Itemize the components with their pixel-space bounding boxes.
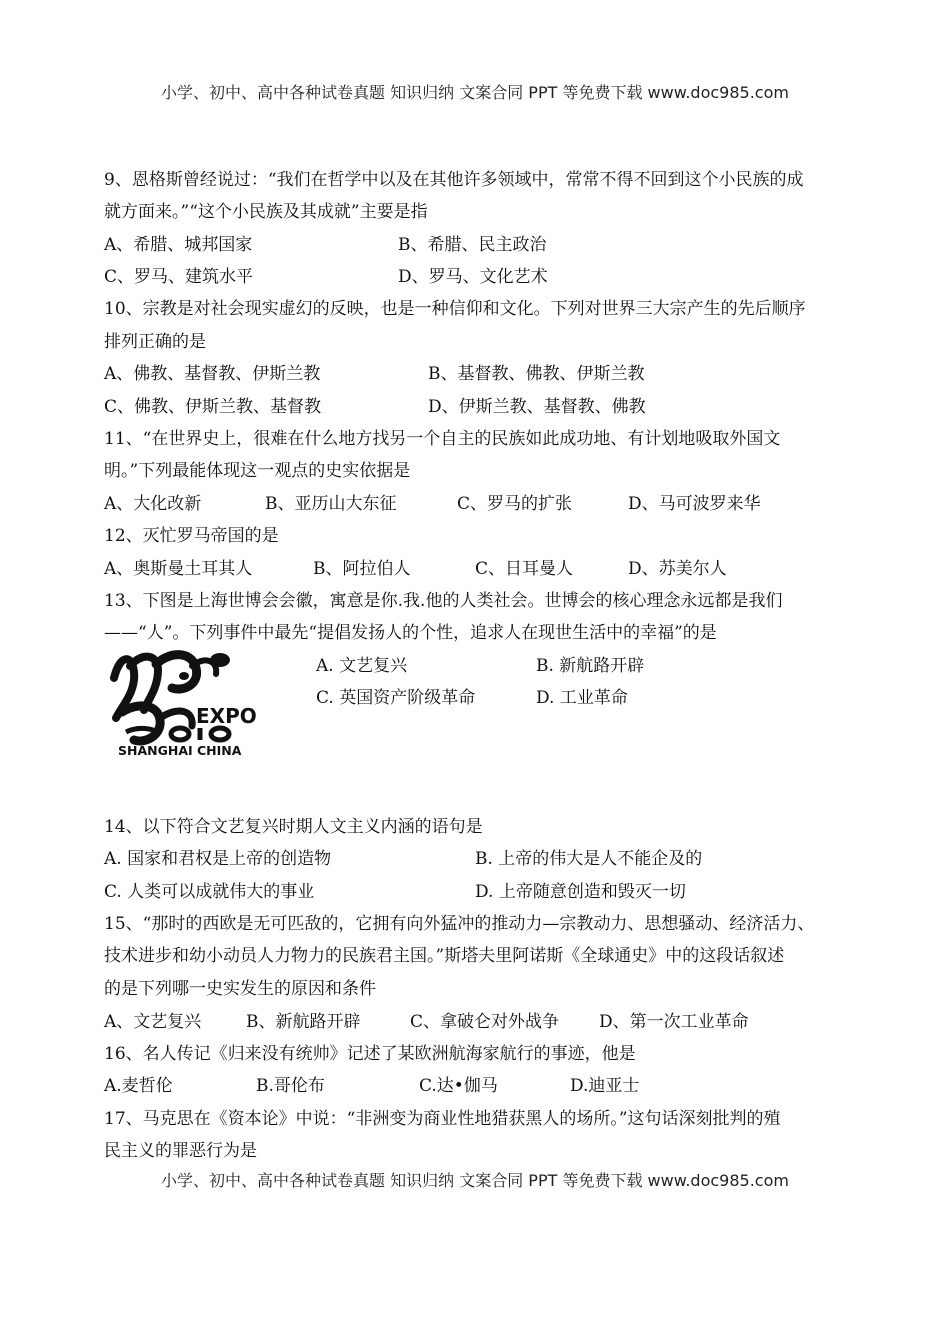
q13-option-b: B. 新航路开辟	[536, 656, 645, 676]
q16-option-a: A.麦哲伦	[104, 1076, 173, 1096]
q11-option-b: B、亚历山大东征	[265, 494, 397, 514]
q13-stem-line2: ——“人”。下列事件中最先“提倡发扬人的个性，追求人在现世生活中的幸福”的是	[104, 623, 717, 643]
q15-option-b: B、新航路开辟	[246, 1012, 361, 1032]
q11-option-d: D、马可波罗来华	[628, 494, 761, 514]
page-header: 小学、初中、高中各种试卷真题 知识归纳 文案合同 PPT 等免费下载 www.doc985.com	[161, 83, 789, 102]
q14-option-a: A. 国家和君权是上帝的创造物	[104, 849, 332, 869]
q12-stem-line1: 12、灭忙罗马帝国的是	[104, 526, 279, 546]
q16-option-b: B.哥伦布	[256, 1076, 325, 1096]
q9-option-c: C、罗马、建筑水平	[104, 267, 254, 287]
q9-stem-line1: 9、恩格斯曾经说过：“我们在哲学中以及在其他许多领域中，常常不得不回到这个小民族的成	[104, 170, 804, 190]
q15-stem-line3: 的是下列哪一史实发生的原因和条件	[104, 979, 376, 999]
q15-stem-line1: 15、“那时的西欧是无可匹敌的，它拥有向外猛冲的推动力—宗教动力、思想骚动、经济活力、	[104, 914, 815, 934]
q12-option-d: D、苏美尔人	[628, 559, 727, 579]
page-footer: 小学、初中、高中各种试卷真题 知识归纳 文案合同 PPT 等免费下载 www.doc985.com	[161, 1171, 789, 1190]
q14-option-d: D. 上帝随意创造和毁灭一切	[475, 882, 686, 902]
q11-stem-line1: 11、“在世界史上，很难在什么地方找另一个自主的民族如此成功地、有计划地吸取外国文	[104, 429, 781, 449]
q10-option-d: D、伊斯兰教、基督教、佛教	[428, 397, 646, 417]
q17-stem-line2: 民主义的罪恶行为是	[104, 1141, 257, 1161]
q10-option-b: B、基督教、佛教、伊斯兰教	[428, 364, 645, 384]
q14-option-b: B. 上帝的伟大是人不能企及的	[475, 849, 703, 869]
q14-option-c: C. 人类可以成就伟大的事业	[104, 882, 315, 902]
q11-stem-line2: 明。”下列最能体现这一观点的史实依据是	[104, 461, 411, 481]
q10-option-a: A、佛教、基督教、伊斯兰教	[104, 364, 321, 384]
logo-shanghai-text: SHANGHAI CHINA	[118, 743, 242, 758]
q10-stem-line1: 10、宗教是对社会现实虚幻的反映，也是一种信仰和文化。下列对世界三大宗产生的先后顺序	[104, 299, 806, 319]
q12-option-b: B、阿拉伯人	[313, 559, 411, 579]
q13-stem-line1: 13、下图是上海世博会会徽，寓意是你.我.他的人类社会。世博会的核心理念永远都是我们	[104, 591, 783, 611]
q15-option-c: C、拿破仑对外战争	[410, 1012, 560, 1032]
q16-stem-line1: 16、名人传记《归来没有统帅》记述了某欧洲航海家航行的事迹，他是	[104, 1044, 636, 1064]
logo-expo-text: EXPO	[196, 704, 257, 728]
q11-option-a: A、大化改新	[104, 494, 202, 514]
q16-option-c: C.达•伽马	[419, 1076, 498, 1096]
q9-option-a: A、希腊、城邦国家	[104, 235, 253, 255]
q13-option-c: C. 英国资产阶级革命	[316, 688, 476, 708]
q12-option-c: C、日耳曼人	[475, 559, 574, 579]
expo-2010-logo	[108, 648, 298, 760]
q9-stem-line2: 就方面来。”“这个小民族及其成就”主要是指	[104, 202, 428, 222]
q14-stem-line1: 14、以下符合文艺复兴时期人文主义内涵的语句是	[104, 817, 483, 837]
q10-stem-line2: 排列正确的是	[104, 332, 206, 352]
q15-option-a: A、文艺复兴	[104, 1012, 202, 1032]
q13-option-a: A. 文艺复兴	[316, 656, 408, 676]
q9-option-b: B、希腊、民主政治	[398, 235, 547, 255]
q11-option-c: C、罗马的扩张	[457, 494, 573, 514]
q10-option-c: C、佛教、伊斯兰教、基督教	[104, 397, 322, 417]
q16-option-d: D.迪亚士	[570, 1076, 640, 1096]
q15-stem-line2: 技术进步和幼小动员人力物力的民族君主国。”斯塔夫里阿诺斯《全球通史》中的这段话叙述	[104, 946, 785, 966]
q15-option-d: D、第一次工业革命	[599, 1012, 749, 1032]
q9-option-d: D、罗马、文化艺术	[398, 267, 548, 287]
q17-stem-line1: 17、马克思在《资本论》中说：“非洲变为商业性地猎获黑人的场所。”这句话深刻批判的殖	[104, 1109, 781, 1129]
q13-option-d: D. 工业革命	[536, 688, 628, 708]
q12-option-a: A、奥斯曼土耳其人	[104, 559, 253, 579]
